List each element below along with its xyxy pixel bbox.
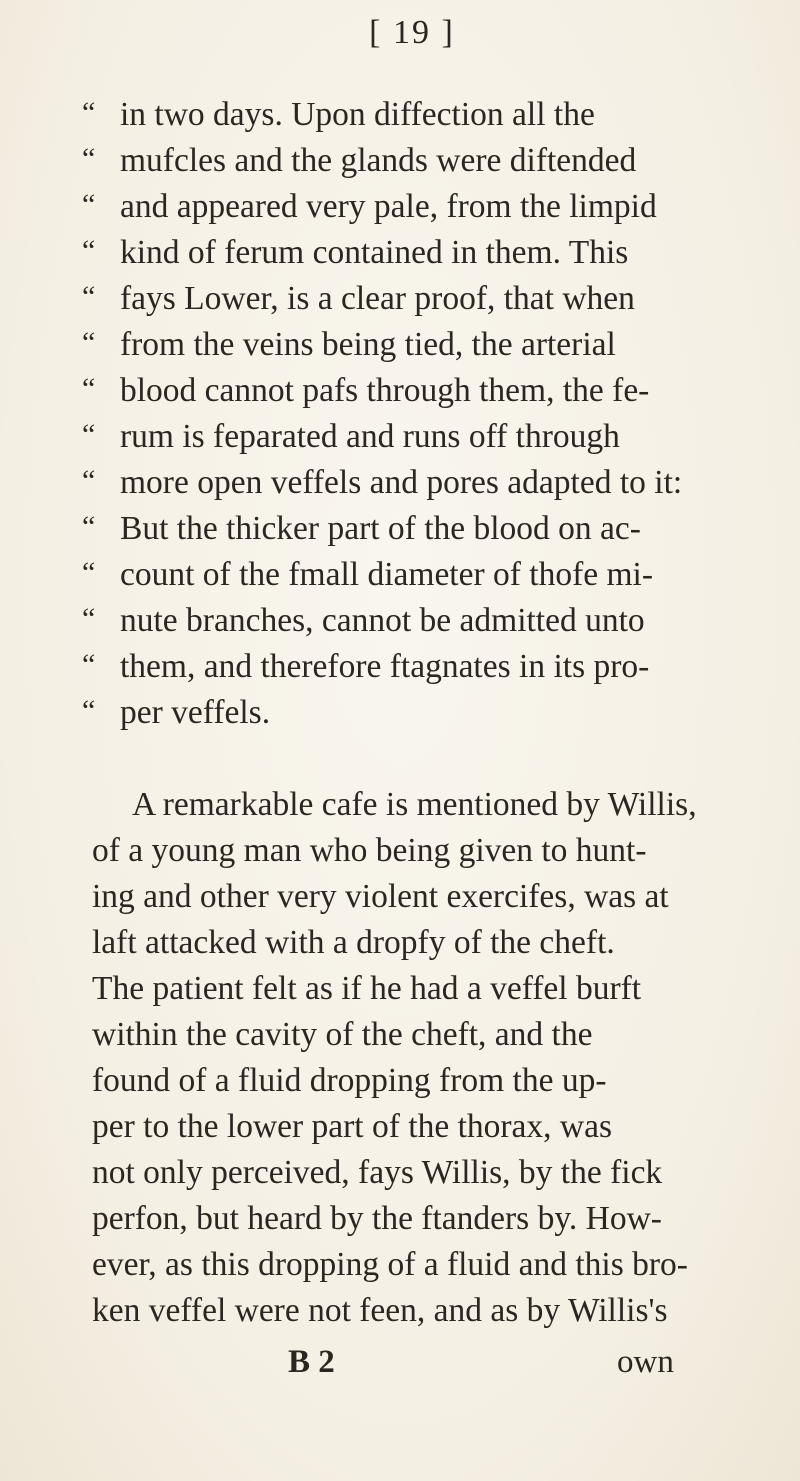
book-page: [ 19 ] “ in two days. Upon diffection all the “ mufcles and the glands were diftended “ and appeared very pale, from the limpid “ kind of ferum contained in them. This “ fays Lower, is a clear proof, that when “ from the veins being tied, the arterial “ blood cannot pafs through them, the fe- “ rum is feparated and runs off through “ more open veffels and pores adapted to it: “ But the thicker part of the blood on ac- “ count of the fmall diameter of thofe mi- “ nute branches, cannot be admitted unto “ them, and therefore ftagnates in its pro- “ per veffels. A remarkable cafe is mentioned by Willis, of a young man who being given to hunt- ing and other very violent exercifes, was at laft attacked with a dropfy of the cheft. The patient felt as if he had a veffel burft within the cavity of the cheft, and the found of a fluid dropping from the up- per to the lower part of the thorax, was not only perceived, fays Willis, by the fick perfon, but heard by the ftanders by. How- ever, as this dropping of a fluid and this bro- ken veffel were not feen, and as by Willis's B 2 own xyxy=(0,0,800,1481)
quote-mark: “ xyxy=(82,142,97,175)
quote-mark: “ xyxy=(82,96,97,129)
quote-mark: “ xyxy=(82,188,97,221)
paragraph-line: perfon, but heard by the ftanders by. How- xyxy=(92,1200,662,1237)
quote-mark: “ xyxy=(82,372,97,405)
signature-mark: B 2 xyxy=(288,1344,335,1380)
quote-mark: “ xyxy=(82,510,97,543)
quote-mark: “ xyxy=(82,464,97,497)
catchword: own xyxy=(617,1344,674,1380)
quote-mark: “ xyxy=(82,234,97,267)
paragraph-line: found of a fluid dropping from the up- xyxy=(92,1062,607,1099)
paragraph-line: per to the lower part of the thorax, was xyxy=(92,1108,613,1145)
paragraph-line: ever, as this dropping of a fluid and this bro- xyxy=(92,1246,688,1283)
paragraph-line: ing and other very violent exercifes, was at xyxy=(92,878,669,915)
paragraph-line: A remarkable cafe is mentioned by Willis, xyxy=(132,786,697,823)
quote-mark: “ xyxy=(82,418,97,451)
paragraph-line: of a young man who being given to hunt- xyxy=(92,832,647,869)
quote-mark: “ xyxy=(82,602,97,635)
paragraph-line: laft attacked with a dropfy of the cheft. xyxy=(92,924,615,961)
paragraph-line: The patient felt as if he had a veffel burft xyxy=(92,970,642,1007)
quote-mark: “ xyxy=(82,694,97,727)
quote-mark: “ xyxy=(82,556,97,589)
quote-mark: “ xyxy=(82,280,97,313)
quote-mark: “ xyxy=(82,326,97,359)
paragraph-line: ken veffel were not feen, and as by Willis's xyxy=(92,1292,668,1329)
paragraph-line: not only perceived, fays Willis, by the fick xyxy=(92,1154,663,1191)
quote-mark: “ xyxy=(82,648,97,681)
paragraph-line: within the cavity of the cheft, and the xyxy=(92,1016,593,1053)
page-number: [ 19 ] xyxy=(369,14,455,51)
